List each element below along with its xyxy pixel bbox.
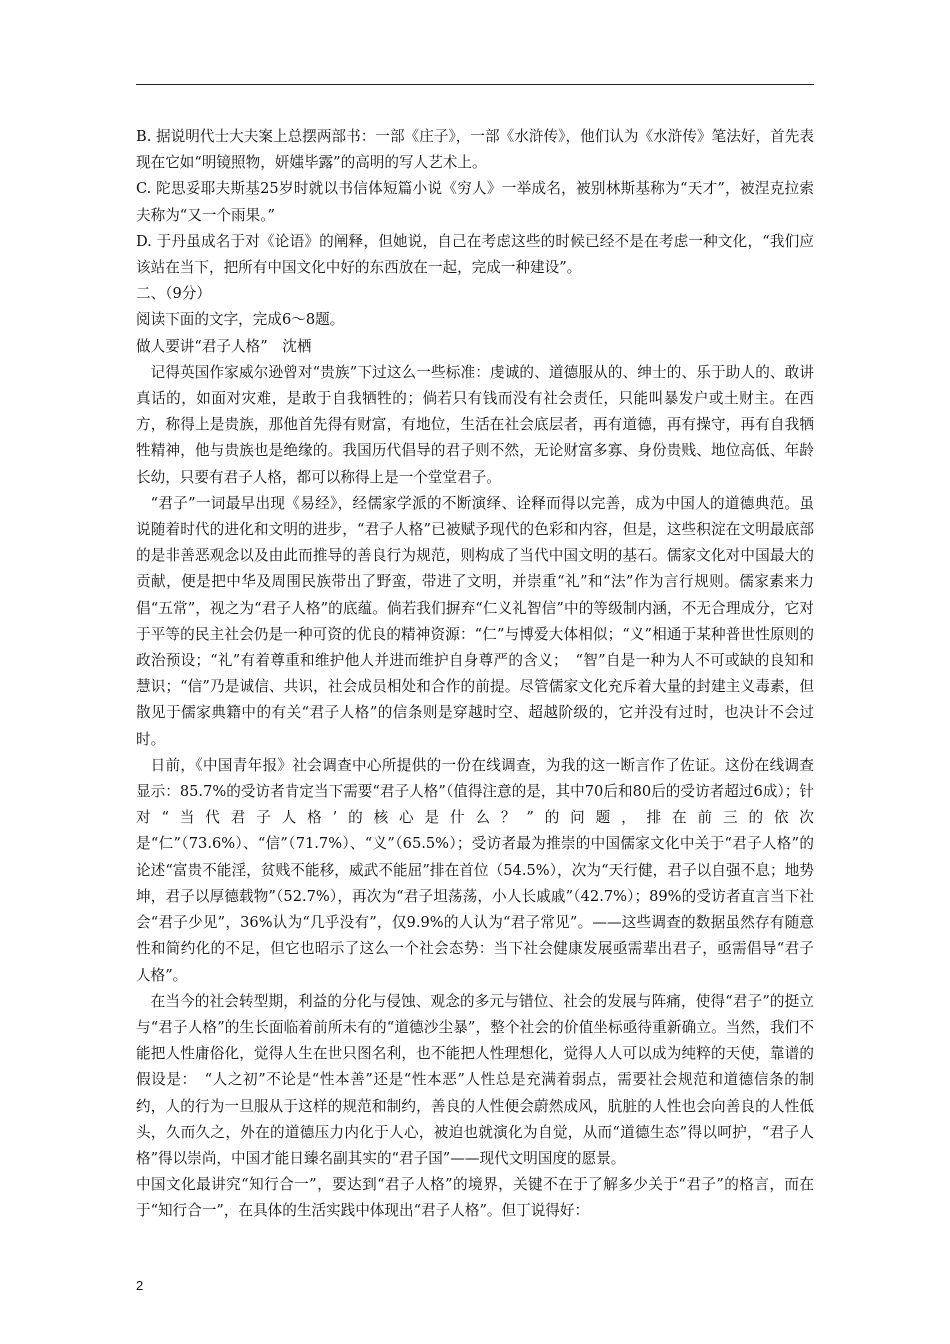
- option-d: D. 于丹虽成名于对《论语》的阐释，但她说，自己在考虑这些的时候已经不是在考虑一种文化，“我们应该站在当下，把所有中国文化中好的东西放在一起，完成一种建设”。: [136, 232, 814, 277]
- article-title: 做人要讲“君子人格” 沈栖: [136, 337, 312, 355]
- instruction: 阅读下面的文字，完成6～8题。: [136, 311, 345, 329]
- paragraph-1: 记得英国作家威尔逊曾对“贵族”下过这么一些标准：虔诚的、道德服从的、绅士的、乐于助人的、敢讲真话的，如面对灾难，是敢于自我牺牲的；倘若只有钱而没有社会责任，只能叫暴发户或土财主。在西方，称得上是贵族，那他首先得有财富，有地位，生活在社会底层者，再有道德，再有操守，再有自我牺牲精神，他与贵族也是绝缘的。我国历代倡导的君子则不然，无论财富多寡、身份贵贱、地位高低、年龄长幼，只要有君子人格，都可以称得上是一个堂堂君子。: [136, 363, 814, 486]
- paragraph-4: 在当今的社会转型期，利益的分化与侵蚀、观念的多元与错位、社会的发展与阵痛，使得“君子”的挺立与“君子人格”的生长面临着前所未有的“道德沙尘暴”，整个社会的价值坐标亟待重新确立。当然，我们不能把人性庸俗化，觉得人生在世只图名利，也不能把人性理想化，觉得人人可以成为纯粹的天使，靠谱的假设是： “人之初”不论是“性本善”还是“性本恶”人性总是充满着弱点，需要社会规范和道德信条的制约，人的行为一旦服从于这样的规范和制约，善良的人性便会蔚然成风，肮脏的人性也会向善良的人性低头，久而久之，外在的道德压力内化于人心，被迫也就演化为自觉，从而“道德生态”得以呵护，“君子人格”得以崇尚，中国才能日臻名副其实的“君子国”——现代文明国度的愿景。: [136, 992, 814, 1167]
- paragraph-5: 中国文化最讲究“知行合一”，要达到“君子人格”的境界，关键不在于了解多少关于“君子”的格言，而在于“知行合一”，在具体的生活实践中体现出“君子人格”。但丁说得好：: [136, 1176, 814, 1220]
- paragraph-3: 日前，《中国青年报》社会调查中心所提供的一份在线调查，为我的这一断言作了佐证。这份在线调查显示：85.7%的受访者肯定当下需要“君子人格”（值得注意的是，其中70后和80后的受访者超过6成）；针对“当代君子人格’的核心是什么？”的问题，排在前三的依次是“仁”（73.6%）、“信”（71.7%）、“义”（65.5%）；受访者最为推崇的中国儒家文化中关于“君子人格”的论述“富贵不能淫，贫贱不能移，威武不能屈”排在首位（54.5%），次为“天行健，君子以自强不息；地势坤，君子以厚德载物”（52.7%），再次为“君子坦荡荡，小人长戚戚”（42.7%）；89%的受访者直言当下社会“君子少见”，36%认为“几乎没有”，仅9.9%的人认为“君子常见”。——这些调查的数据虽然存有随意性和简约化的不足，但它也昭示了这么一个社会态势：当下社会健康发展亟需辈出君子，亟需倡导“君子人格”。: [136, 756, 814, 984]
- page-number: 2: [136, 1278, 144, 1293]
- page-content: [136, 124, 814, 1225]
- section-heading: 二、（9分）: [136, 285, 211, 303]
- paragraph-2: “君子”一词最早出现《易经》，经儒家学派的不断演绎、诠释而得以完善，成为中国人的道德典范。虽说随着时代的进化和文明的进步，“君子人格”已被赋予现代的色彩和内容，但是，这些积淀在文明最底部的是非善恶观念以及由此而推导的善良行为规范，则构成了当代中国文明的基石。儒家文化对中国最大的贡献，便是把中华及周围民族带出了野蛮，带进了文明，并崇重“礼”和“法”作为言行规则。儒家素来力倡“五常”，视之为“君子人格”的底蕴。倘若我们摒弃“仁义礼智信”中的等级制内涵，不无合理成分，它对于平等的民主社会仍是一种可资的优良的精神资源：“仁”与博爱大体相似；“义”相通于某种普世性原则的政治预设；“礼”有着尊重和维护他人并进而维护自身尊严的含义； “智”自是一种为人不可或缺的良知和慧识；“信”乃是诚信、共识，社会成员相处和合作的前提。尽管儒家文化充斥着大量的封建主义毒素，但散见于儒家典籍中的有关“君子人格”的信条则是穿越时空、超越阶级的，它并没有过时，也决计不会过时。: [136, 494, 814, 748]
- option-c: C. 陀思妥耶夫斯基25岁时就以书信体短篇小说《穷人》一举成名，被别林斯基称为“天才”，被涅克拉索夫称为“又一个雨果。”: [136, 180, 814, 224]
- header-rule: [136, 84, 814, 85]
- option-b: B. 据说明代士大夫案上总摆两部书：一部《庄子》，一部《水浒传》，他们认为《水浒传》笔法好，首先表现在它如“明镜照物，妍媸毕露”的高明的写人艺术上。: [136, 128, 814, 172]
